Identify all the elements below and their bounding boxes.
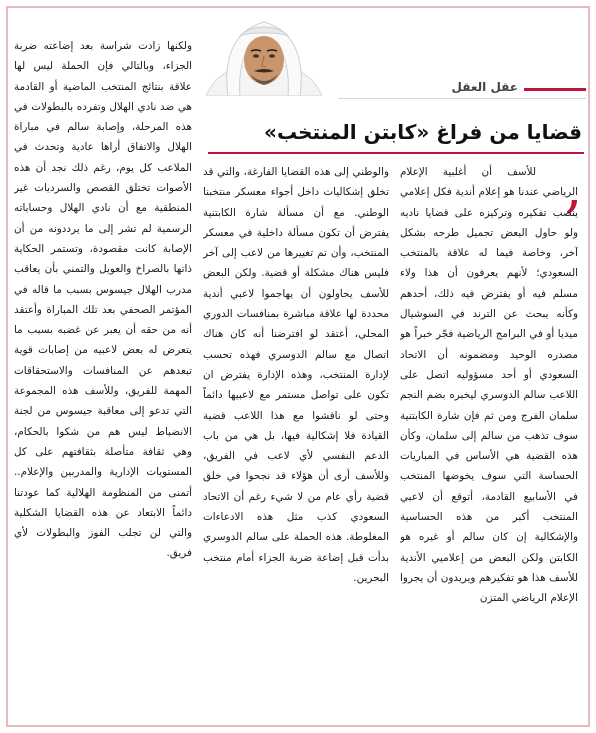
column-middle-text: والوطني إلى هذه القضايا الفارغة، والتي قد تخلق إشكاليات داخل أجواء معسكر منتخبنا الوطني. مع أن مسألة شارة الكابتنية يفترض أن تكون مسألة داخلية في معسكر المنتخب، وأن تم تغييرها من لاعب إلى آخر فليس هناك مشكلة أو قضية. ولكن البعض للأسف يحاولون أن يهاجموا لاعبي أندية محددة لها علاقة مباشرة بمنافسات الدوري المحلي، أعتقد لو افترضنا أنه كان هناك اتصال مع سالم الدوسري فهذه تحسب لإدارة المنتخب، وهذه الإدارة يفترض ان تكون على تواصل مستمر مع لاعبيها دائماً وحتى لو ناقشوا مع هذا اللاعب قضية القيادة فلا إشكالية فيها، بل هي من باب الدعم النفسي لأي لاعب في الفريق، وللأسف أرى أن هؤلاء قد نجحوا في خلق قضية رأي عام من لا شيء رغم أن الاتحاد السعودي كذب مثل هذه الادعاءات المغلوطة. هذه الحملة على سالم الدوسري بدأت قبل إضاعة ضربة الجزاء أمام منتخب البحرين. [203,166,389,584]
article-headline: قضايا من فراغ «كابتن المنتخب» [264,120,582,144]
author-name: عقل العقل [451,80,518,94]
headline-underline [208,152,584,154]
column-right-text: للأسف أن أغلبية الإعلام الرياضي عندنا هو إعلام أندية فكل إعلامي ينصب تفكيره وتركيزه على قضايا ناديه ولو حاول البعض تجميل طرحه بشكل آخر، وخاصة فيما له علاقة بالمنتخب السعودي؛ لأنهم يعرفون أن هذا ولاء مسلم فيه أو يفترض فيه ذلك، أحدهم وكأنه يبحث عن الترند في السوشيال ميديا أو في البرامج الرياضية فجّر خبراً هو مصدره الوحيد ومضمونه أن الاتحاد السعودي أو أحد مسؤوليه اتصل على اللاعب سالم الدوسري ليخبره بضم النجم سلمان الفرج ومن ثم فإن شارة الكابتنية سوف تذهب من سالم إلى سلمان، وكأن هذه القضية هي الأساس في المباريات الحساسة التي سوف يخوضها المنتخب في الأسابيع القادمة، أتوقع أن لاعبي المنتخب أكبر من هذه الحساسية والإشكالية إن كان سالم أو غيره هو الكابتن ولكن البعض من إعلاميي الأندية للأسف هذا هو تفكيرهم ويريدون أن يجروا الإعلام الرياضي المتزن [400,166,578,605]
column-left-text: ولكنها زادت شراسة بعد إضاعته ضربة الجزاء، وبالتالي فإن الحملة ليس لها علاقة بنتائج المنتخب الماضية أو القادمة هي ضد نادي الهلال وتفرده بالبطولات في هذه المرحلة، وإصابة سالم في مباراة الهلال والاتفاق أراها عادية وتحدث في الملاعب كل يوم، رغم ذلك نجد أن هذه الأصوات تختلق القصص والسرديات غير المنطقية مع أن نادي الهلال وحساباته الرسمية لم تشر إلى ما يرددونه من أن الإصابة كانت مقصودة، وتستمر الحكاية ذاتها بالصراخ والعويل والتمني بأن يعاقب مدرب الهلال جيسوس بسبب ما قاله في المؤتمر الصحفي بعد تلك المباراة وأعتقد أنه من حقه أن يعبر عن غضبه بسبب ما يتعرض له بعض لاعبيه من إصابات قوية تبعدهم عن المنافسات والاستحقاقات المهمة للفريق، وللأسف هذه المجموعة التي تدعو إلى معاقبة جيسوس من لجنة الانضباط ليس هم من شكوا بالحكام، وهي ثقافة متأصلة بثقافتهم على كل المستويات الإدارية والمدربين والإعلام.. أتمنى من المنظومة الهلالية كما عودتنا دائماً الابتعاد عن هذه القضايا الشكلية والتي لن تجلب الفوز والبطولات لأي فريق. [14,40,192,560]
byline-accent-bar [524,88,586,91]
header-divider [338,98,586,99]
quote-mark-icon: ‚ [564,155,582,220]
article-column-left [14,36,192,718]
author-portrait [200,8,328,96]
article-column-right [400,162,578,718]
article-column-middle [203,162,389,718]
